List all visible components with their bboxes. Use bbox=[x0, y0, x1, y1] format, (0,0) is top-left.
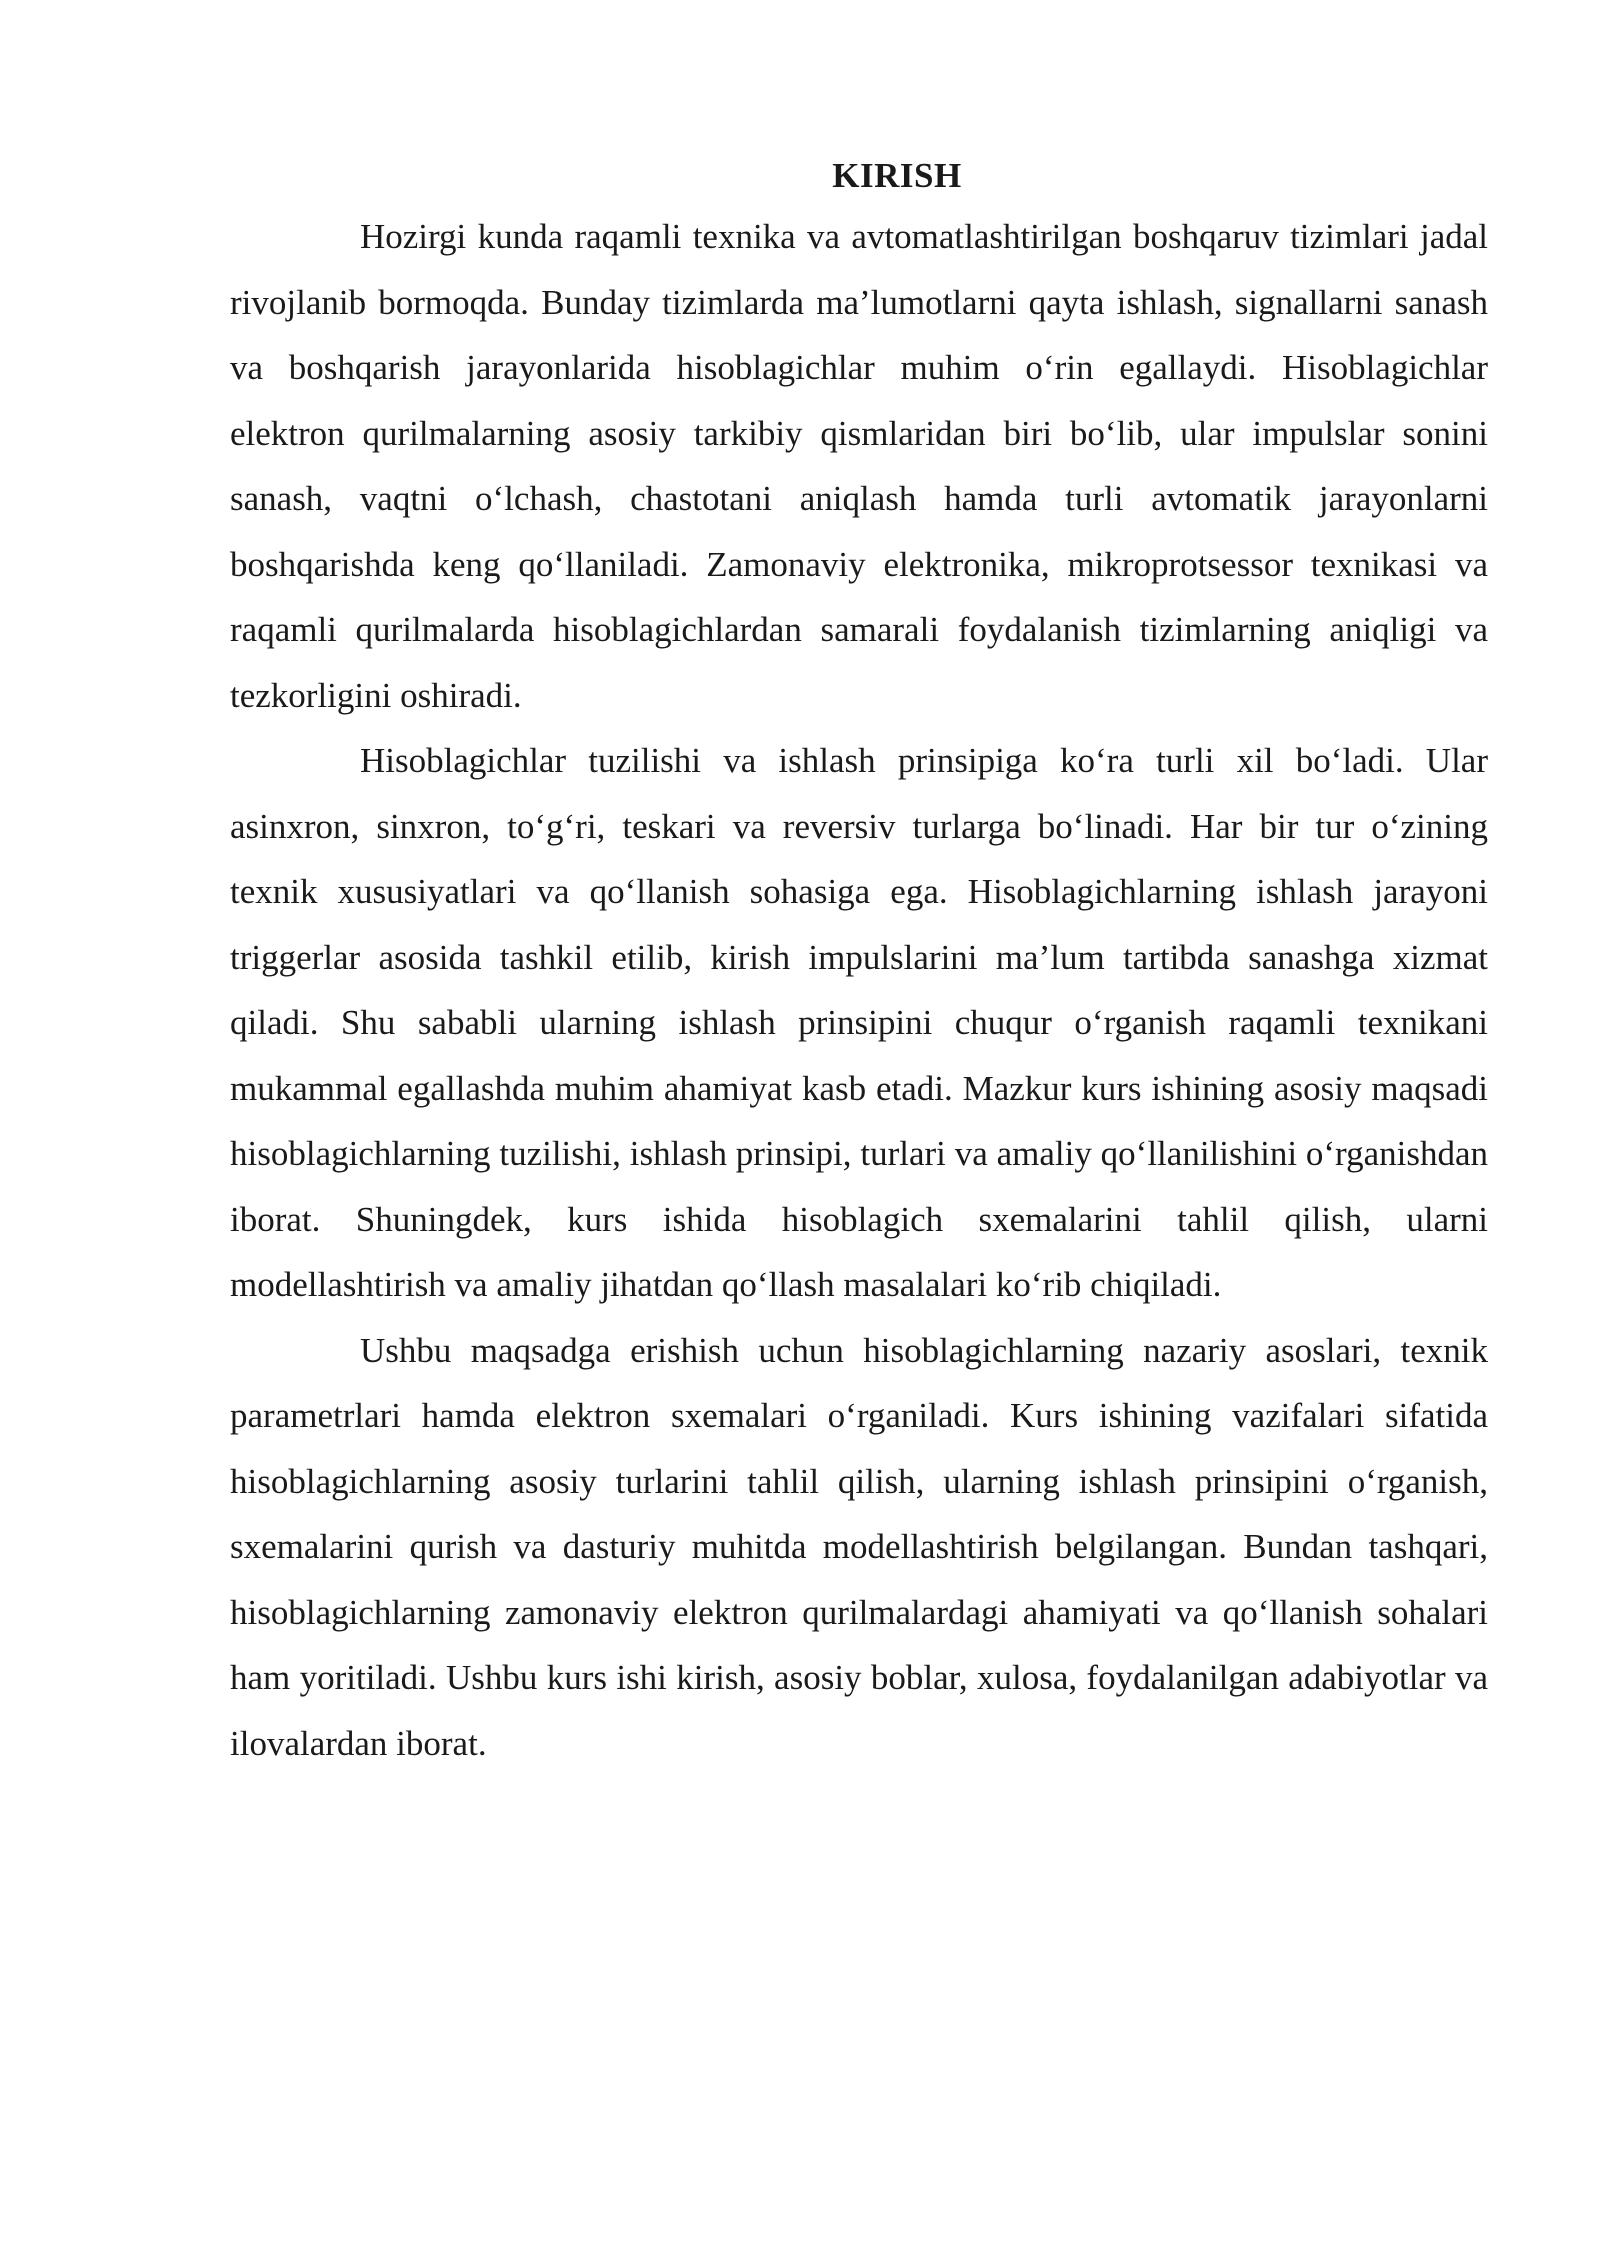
page-title: KIRISH bbox=[832, 156, 962, 195]
document-body bbox=[230, 148, 1488, 1776]
paragraph-introduction: Hozirgi kunda raqamli texnika va avtomatlashtirilgan boshqaruv tizimlari jadal rivojlanib bormoqda. Bunday tizimlarda ma’lumotlarni qayta ishlash, signallarni sanash va boshqarish jarayonlarida hisoblagichlar muhim oʻrin egallaydi. Hisoblagichlar elektron qurilmalarning asosiy tarkibiy qismlaridan biri boʻlib, ular impulslar sonini sanash, vaqtni oʻlchash, chastotani aniqlash hamda turli avtomatik jarayonlarni boshqarishda keng qoʻllaniladi. Zamonaviy elektronika, mikroprotsessor texnikasi va raqamli qurilmalarda hisoblagichlardan samarali foydalanish tizimlarning aniqligi va tezkorligini oshiradi. bbox=[230, 217, 1488, 715]
paragraph-objectives: Ushbu maqsadga erishish uchun hisoblagichlarning nazariy asoslari, texnik parametrlari hamda elektron sxemalari oʻrganiladi. Kurs ishining vazifalari sifatida hisoblagichlarning asosiy turlarini tahlil qilish, ularning ishlash prinsipini oʻrganish, sxemalarini qurish va dasturiy muhitda modellashtirish belgilangan. Bundan tashqari, hisoblagichlarning zamonaviy elektron qurilmalardagi ahamiyati va qoʻllanish sohalari ham yoritiladi. Ushbu kurs ishi kirish, asosiy boblar, xulosa, foydalanilgan adabiyotlar va ilovalardan iborat. bbox=[230, 1330, 1488, 1763]
paragraph-counter-types: Hisoblagichlar tuzilishi va ishlash prinsipiga koʻra turli xil boʻladi. Ular asinxron, sinxron, toʻgʻri, teskari va reversiv turlarga boʻlinadi. Har bir tur oʻzining texnik xususiyatlari va qoʻllanish sohasiga ega. Hisoblagichlarning ishlash jarayoni triggerlar asosida tashkil etilib, kirish impulslarini ma’lum tartibda sanashga xizmat qiladi. Shu sababli ularning ishlash prinsipini chuqur oʻrganish raqamli texnikani mukammal egallashda muhim ahamiyat kasb etadi. Mazkur kurs ishining asosiy maqsadi hisoblagichlarning tuzilishi, ishlash prinsipi, turlari va amaliy qoʻllanilishini oʻrganishdan iborat. Shuningdek, kurs ishida hisoblagich sxemalarini tahlil qilish, ularni modellashtirish va amaliy jihatdan qoʻllash masalalari koʻrib chiqiladi. bbox=[230, 741, 1488, 1304]
